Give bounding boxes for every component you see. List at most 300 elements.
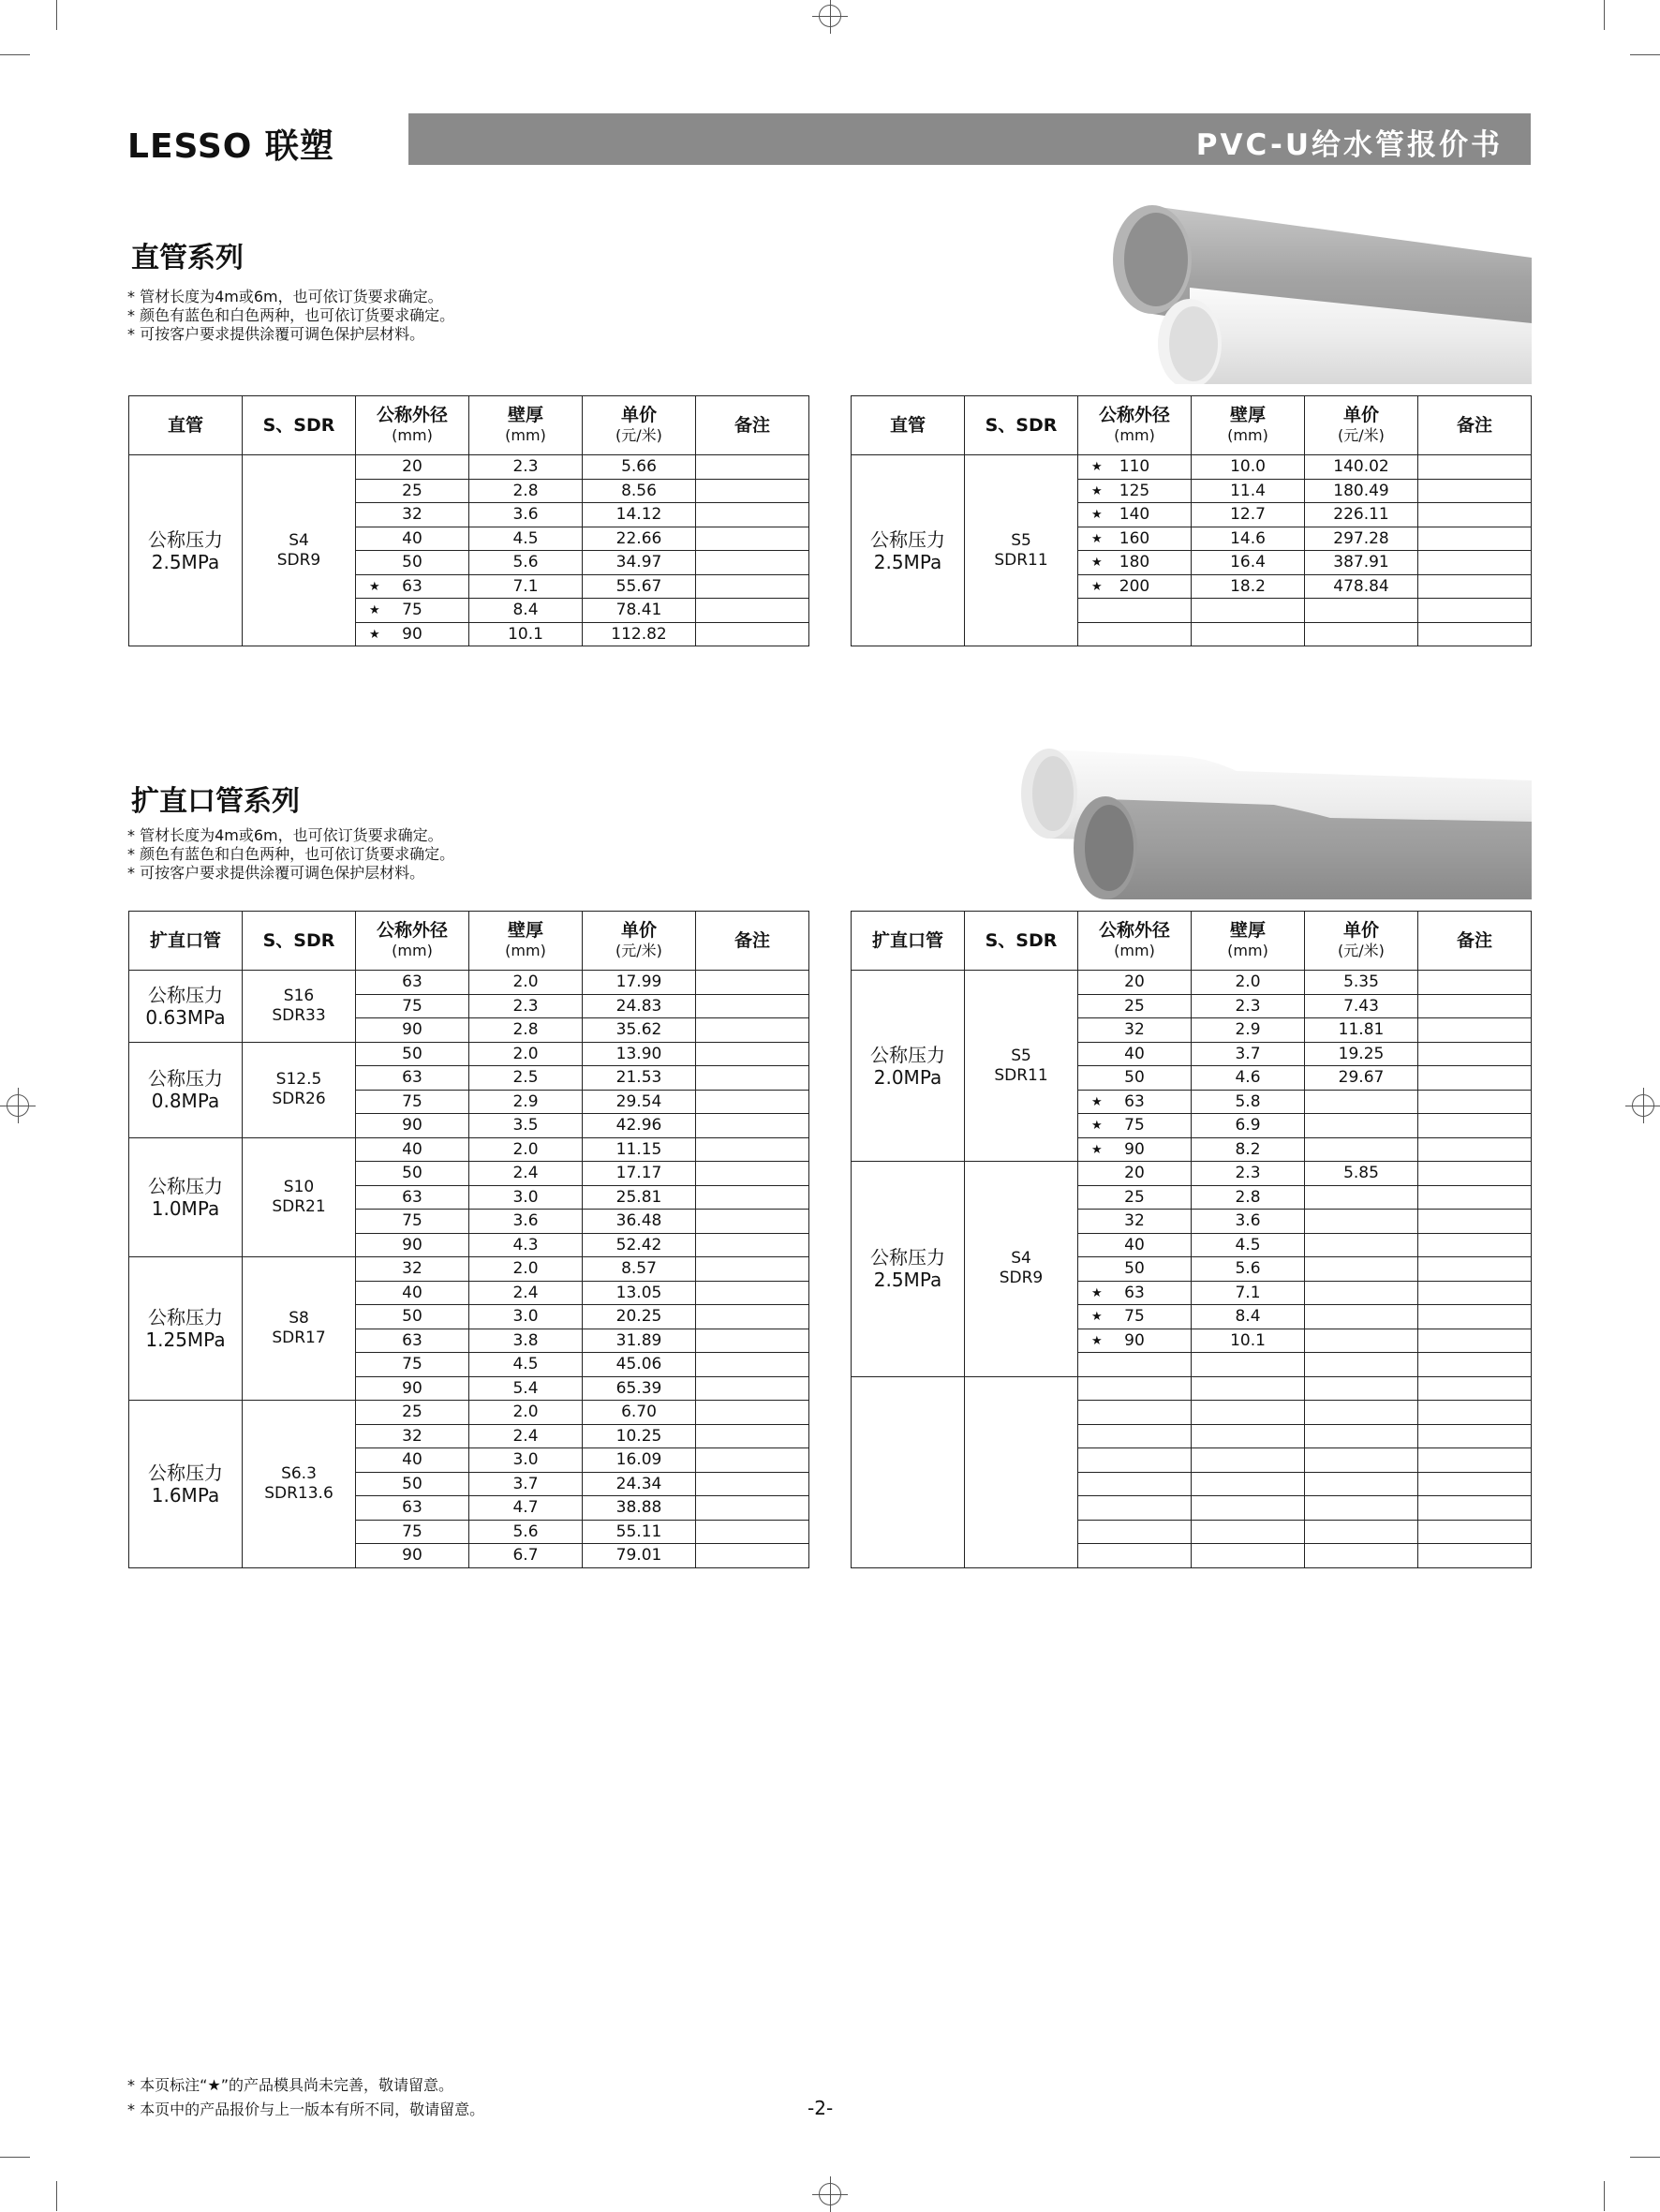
pressure-rating-cell: [852, 971, 965, 1162]
wall-cell: 3.6: [469, 503, 583, 527]
sdr-cell: [243, 1257, 356, 1401]
od-cell: [1078, 622, 1192, 646]
remark-cell: [696, 1066, 809, 1091]
sdr-value: SDR21: [272, 1196, 326, 1216]
od-cell: [1078, 1257, 1192, 1282]
remark-cell: [1418, 1376, 1532, 1401]
od-value: 90: [402, 1378, 422, 1398]
od-value: 63: [402, 972, 422, 992]
od-value: 50: [402, 1474, 422, 1493]
od-cell: [1078, 479, 1192, 503]
od-cell: [1078, 994, 1192, 1018]
col-header-remark: 备注: [696, 912, 809, 971]
price-cell: 19.25: [1305, 1042, 1418, 1066]
price-cell: 13.05: [583, 1281, 696, 1305]
price-cell: 35.62: [583, 1018, 696, 1043]
od-cell: [356, 1090, 469, 1114]
note-line: * 颜色有蓝色和白色两种，也可依订货要求确定。: [127, 845, 455, 863]
wall-cell: [1192, 1376, 1305, 1401]
price-cell: 16.09: [583, 1448, 696, 1473]
od-value: 75: [1124, 1307, 1145, 1327]
brand-logo: LESSO 联塑: [127, 127, 334, 166]
remark-cell: [696, 574, 809, 599]
price-cell: 180.49: [1305, 479, 1418, 503]
remark-cell: [696, 1257, 809, 1282]
od-value: 75: [402, 1522, 422, 1541]
table-row: [129, 971, 809, 995]
od-value: 63: [1124, 1091, 1145, 1111]
remark-cell: [1418, 455, 1532, 480]
sdr-value: SDR11: [994, 550, 1048, 570]
wall-cell: 2.4: [469, 1281, 583, 1305]
od-cell: [1078, 1114, 1192, 1138]
price-cell: [1305, 1210, 1418, 1234]
pressure-label: 公称压力: [148, 1461, 223, 1484]
od-value: 32: [1124, 1211, 1145, 1231]
col-header-remark: 备注: [1418, 396, 1532, 455]
od-cell: [356, 1185, 469, 1210]
wall-cell: 6.7: [469, 1544, 583, 1568]
wall-cell: 5.8: [1192, 1090, 1305, 1114]
wall-cell: 3.7: [1192, 1042, 1305, 1066]
wall-cell: 2.5: [469, 1066, 583, 1091]
remark-cell: [1418, 479, 1532, 503]
wall-cell: 4.5: [1192, 1233, 1305, 1257]
pressure-rating-cell: [852, 1162, 965, 1377]
od-cell: [356, 1472, 469, 1496]
section-notes: [127, 288, 454, 344]
price-cell: [1305, 1496, 1418, 1521]
table-row: [852, 971, 1532, 995]
socket-pipe-table-right: [851, 911, 1532, 1568]
pressure-label: 公称压力: [148, 527, 223, 551]
price-cell: [1305, 1520, 1418, 1544]
remark-cell: [1418, 1329, 1532, 1353]
od-value: 63: [402, 1330, 422, 1350]
s-value: S6.3: [281, 1463, 317, 1483]
od-cell: [356, 1137, 469, 1162]
wall-cell: [1192, 599, 1305, 623]
wall-cell: 11.4: [1192, 479, 1305, 503]
od-cell: [356, 971, 469, 995]
remark-cell: [696, 1185, 809, 1210]
pressure-label: 公称压力: [148, 1174, 223, 1197]
od-value: 25: [402, 1403, 422, 1422]
price-cell: [1305, 1544, 1418, 1568]
star-icon: ★: [1091, 1119, 1103, 1133]
price-cell: 55.11: [583, 1520, 696, 1544]
od-cell: [1078, 1233, 1192, 1257]
od-value: 25: [1124, 1187, 1145, 1207]
remark-cell: [696, 551, 809, 575]
table-row: [129, 1042, 809, 1066]
wall-cell: 3.6: [1192, 1210, 1305, 1234]
section-title-socket-pipe: 扩直口管系列: [131, 785, 300, 818]
price-cell: [1305, 1329, 1418, 1353]
table-row: [129, 1257, 809, 1282]
od-value: 75: [402, 1091, 422, 1111]
price-cell: 78.41: [583, 599, 696, 623]
remark-cell: [696, 622, 809, 646]
table-row: [129, 1137, 809, 1162]
od-cell: [356, 1162, 469, 1186]
price-cell: 112.82: [583, 622, 696, 646]
remark-cell: [1418, 1520, 1532, 1544]
wall-cell: 2.4: [469, 1162, 583, 1186]
star-icon: ★: [1091, 1310, 1103, 1324]
remark-cell: [696, 994, 809, 1018]
od-cell: [356, 1066, 469, 1091]
remark-cell: [696, 527, 809, 551]
star-icon: ★: [1091, 579, 1103, 594]
remark-cell: [1418, 1401, 1532, 1425]
wall-cell: 2.8: [469, 479, 583, 503]
remark-cell: [696, 1401, 809, 1425]
od-cell: [356, 1376, 469, 1401]
star-icon: ★: [369, 579, 380, 594]
price-cell: 14.12: [583, 503, 696, 527]
od-cell: [356, 503, 469, 527]
remark-cell: [1418, 551, 1532, 575]
wall-cell: 2.3: [1192, 994, 1305, 1018]
price-cell: 65.39: [583, 1376, 696, 1401]
page-title: PVC-U给水管报价书: [1195, 128, 1503, 162]
od-value: 63: [402, 1498, 422, 1518]
wall-cell: 3.6: [469, 1210, 583, 1234]
wall-cell: 3.0: [469, 1305, 583, 1329]
note-line: * 可按客户要求提供涂覆可调色保护层材料。: [127, 325, 425, 343]
remark-cell: [696, 599, 809, 623]
price-cell: 36.48: [583, 1210, 696, 1234]
remark-cell: [1418, 1137, 1532, 1162]
remark-cell: [1418, 994, 1532, 1018]
remark-cell: [1418, 1066, 1532, 1091]
price-cell: 31.89: [583, 1329, 696, 1353]
pressure-label: 公称压力: [148, 1306, 223, 1329]
s-value: S4: [1011, 1249, 1031, 1269]
od-cell: [356, 479, 469, 503]
price-cell: [1305, 1233, 1418, 1257]
wall-cell: 4.6: [1192, 1066, 1305, 1091]
wall-cell: 14.6: [1192, 527, 1305, 551]
col-header-type: 直管: [852, 396, 965, 455]
pressure-label: 公称压力: [870, 1043, 945, 1066]
price-cell: 8.56: [583, 479, 696, 503]
od-cell: [1078, 1018, 1192, 1043]
od-value: 50: [402, 1307, 422, 1327]
s-value: S16: [283, 986, 315, 1005]
od-cell: [356, 1329, 469, 1353]
price-cell: [1305, 1401, 1418, 1425]
remark-cell: [696, 1472, 809, 1496]
od-cell: [1078, 1376, 1192, 1401]
wall-cell: [1192, 622, 1305, 646]
wall-cell: 2.3: [469, 455, 583, 480]
pressure-value: 2.5MPa: [873, 1269, 942, 1292]
note-line: * 管材长度为4m或6m，也可依订货要求确定。: [127, 288, 443, 305]
table-row: [129, 1401, 809, 1425]
od-value: 125: [1119, 481, 1150, 500]
remark-cell: [1418, 1185, 1532, 1210]
footer-note: * 本页标注“★”的产品模具尚未完善，敬请留意。: [127, 2076, 454, 2094]
od-cell: [356, 1496, 469, 1521]
od-value: 40: [402, 1139, 422, 1159]
remark-cell: [696, 1233, 809, 1257]
remark-cell: [696, 1305, 809, 1329]
wall-cell: [1192, 1448, 1305, 1473]
price-cell: [1305, 599, 1418, 623]
col-header-price: 单价 (元/米): [583, 396, 696, 455]
price-cell: 11.15: [583, 1137, 696, 1162]
pressure-value: 0.63MPa: [145, 1005, 226, 1029]
od-cell: [356, 455, 469, 480]
price-cell: 478.84: [1305, 574, 1418, 599]
remark-cell: [1418, 599, 1532, 623]
od-value: 63: [1124, 1283, 1145, 1302]
wall-cell: 12.7: [1192, 503, 1305, 527]
od-value: 50: [1124, 1259, 1145, 1279]
od-cell: [356, 1257, 469, 1282]
remark-cell: [696, 1353, 809, 1377]
note-line: * 颜色有蓝色和白色两种，也可依订货要求确定。: [127, 306, 455, 324]
od-cell: [356, 1114, 469, 1138]
table-row: [129, 455, 809, 480]
remark-cell: [696, 1448, 809, 1473]
remark-cell: [696, 1018, 809, 1043]
od-value: 75: [402, 601, 422, 620]
od-value: 90: [402, 1546, 422, 1566]
col-header-type: 直管: [129, 396, 243, 455]
od-cell: [1078, 1424, 1192, 1448]
col-header-wall: 壁厚 (mm): [469, 396, 583, 455]
wall-cell: 3.0: [469, 1185, 583, 1210]
wall-cell: 4.5: [469, 1353, 583, 1377]
col-header-price: 单价 (元/米): [1305, 396, 1418, 455]
od-cell: [1078, 455, 1192, 480]
price-cell: 25.81: [583, 1185, 696, 1210]
od-cell: [356, 1353, 469, 1377]
od-value: 90: [402, 1235, 422, 1254]
remark-cell: [696, 1042, 809, 1066]
col-header-wall: 壁厚 (mm): [1192, 396, 1305, 455]
sdr-cell: [965, 1162, 1078, 1377]
price-cell: 24.83: [583, 994, 696, 1018]
od-cell: [1078, 1544, 1192, 1568]
price-cell: [1305, 1090, 1418, 1114]
section-title-straight-pipe: 直管系列: [131, 242, 244, 275]
wall-cell: [1192, 1544, 1305, 1568]
table-row: [852, 455, 1532, 480]
wall-cell: 10.0: [1192, 455, 1305, 480]
wall-cell: 5.6: [1192, 1257, 1305, 1282]
sdr-value: SDR11: [994, 1065, 1048, 1085]
wall-cell: 5.6: [469, 1520, 583, 1544]
od-value: 90: [402, 1116, 422, 1136]
price-cell: 8.57: [583, 1257, 696, 1282]
price-cell: [1305, 1114, 1418, 1138]
price-cell: 387.91: [1305, 551, 1418, 575]
remark-cell: [696, 1329, 809, 1353]
price-cell: [1305, 1353, 1418, 1377]
pressure-rating-cell: [129, 1137, 243, 1257]
wall-cell: 2.0: [469, 1257, 583, 1282]
footer-notes: [127, 2073, 484, 2122]
socket-pipe-table-left: [128, 911, 809, 1568]
od-value: 50: [402, 1044, 422, 1063]
col-header-sdr: S、SDR: [965, 912, 1078, 971]
price-cell: 42.96: [583, 1114, 696, 1138]
od-cell: [1078, 1496, 1192, 1521]
od-value: 75: [402, 996, 422, 1016]
pressure-rating-cell: [129, 1257, 243, 1401]
od-value: 32: [402, 1426, 422, 1446]
s-value: S5: [1011, 530, 1031, 550]
pressure-value: 2.0MPa: [873, 1065, 942, 1089]
od-value: 63: [402, 1068, 422, 1088]
price-cell: 24.34: [583, 1472, 696, 1496]
wall-cell: 2.3: [469, 994, 583, 1018]
price-cell: 7.43: [1305, 994, 1418, 1018]
remark-cell: [696, 1281, 809, 1305]
od-value: 25: [402, 481, 422, 500]
col-header-sdr: S、SDR: [243, 396, 356, 455]
wall-cell: 2.0: [469, 971, 583, 995]
pressure-label: 公称压力: [870, 1246, 945, 1269]
od-value: 160: [1119, 528, 1150, 548]
od-value: 32: [402, 1259, 422, 1279]
col-header-sdr: S、SDR: [965, 396, 1078, 455]
od-cell: [1078, 1472, 1192, 1496]
od-cell: [356, 1448, 469, 1473]
col-header-wall: 壁厚 (mm): [1192, 912, 1305, 971]
price-cell: 5.85: [1305, 1162, 1418, 1186]
footer-note: * 本页中的产品报价与上一版本有所不同，敬请留意。: [127, 2101, 485, 2118]
col-header-type: 扩直口管: [129, 912, 243, 971]
od-cell: [356, 1210, 469, 1234]
col-header-type: 扩直口管: [852, 912, 965, 971]
wall-cell: [1192, 1472, 1305, 1496]
od-value: 50: [1124, 1068, 1145, 1088]
sdr-value: SDR9: [276, 550, 321, 570]
pressure-value: 1.0MPa: [151, 1196, 220, 1220]
wall-cell: 16.4: [1192, 551, 1305, 575]
od-cell: [1078, 1042, 1192, 1066]
sdr-cell: [965, 971, 1078, 1162]
pressure-rating-cell: [129, 1042, 243, 1137]
wall-cell: [1192, 1353, 1305, 1377]
remark-cell: [696, 1162, 809, 1186]
remark-cell: [1418, 1042, 1532, 1066]
remark-cell: [1418, 574, 1532, 599]
od-value: 63: [402, 1187, 422, 1207]
price-cell: 21.53: [583, 1066, 696, 1091]
od-cell: [356, 622, 469, 646]
price-cell: [1305, 1281, 1418, 1305]
price-cell: 45.06: [583, 1353, 696, 1377]
wall-cell: 2.9: [1192, 1018, 1305, 1043]
col-header-remark: 备注: [1418, 912, 1532, 971]
price-cell: [1305, 1137, 1418, 1162]
wall-cell: 8.2: [1192, 1137, 1305, 1162]
sdr-value: SDR13.6: [264, 1483, 333, 1503]
remark-cell: [1418, 527, 1532, 551]
sdr-cell: [243, 1137, 356, 1257]
star-icon: ★: [1091, 483, 1103, 498]
od-cell: [1078, 971, 1192, 995]
pressure-value: 2.5MPa: [151, 550, 220, 573]
od-cell: [1078, 1329, 1192, 1353]
od-cell: [356, 994, 469, 1018]
od-cell: [1078, 1401, 1192, 1425]
od-cell: [356, 1018, 469, 1043]
price-cell: [1305, 1424, 1418, 1448]
od-cell: [1078, 1185, 1192, 1210]
od-value: 90: [402, 624, 422, 644]
od-cell: [356, 1233, 469, 1257]
od-cell: [1078, 1162, 1192, 1186]
price-cell: [1305, 1376, 1418, 1401]
od-value: 50: [402, 1164, 422, 1183]
s-value: S8: [289, 1309, 309, 1328]
od-cell: [1078, 1353, 1192, 1377]
wall-cell: 2.8: [1192, 1185, 1305, 1210]
od-value: 90: [402, 1020, 422, 1040]
remark-cell: [1418, 1114, 1532, 1138]
pressure-value: 1.6MPa: [151, 1483, 220, 1507]
od-cell: [356, 1305, 469, 1329]
od-cell: [356, 1401, 469, 1425]
remark-cell: [696, 1520, 809, 1544]
wall-cell: 6.9: [1192, 1114, 1305, 1138]
od-value: 40: [1124, 1235, 1145, 1254]
wall-cell: 10.1: [469, 622, 583, 646]
col-header-wall: 壁厚 (mm): [469, 912, 583, 971]
remark-cell: [1418, 1281, 1532, 1305]
od-cell: [1078, 551, 1192, 575]
wall-cell: 4.5: [469, 527, 583, 551]
od-cell: [1078, 1305, 1192, 1329]
note-line: * 可按客户要求提供涂覆可调色保护层材料。: [127, 864, 425, 882]
od-cell: [1078, 1520, 1192, 1544]
wall-cell: 2.0: [469, 1401, 583, 1425]
wall-cell: [1192, 1424, 1305, 1448]
wall-cell: 2.8: [469, 1018, 583, 1043]
price-cell: 52.42: [583, 1233, 696, 1257]
remark-cell: [1418, 622, 1532, 646]
pressure-rating-cell: [129, 1401, 243, 1568]
note-line: * 管材长度为4m或6m，也可依订货要求确定。: [127, 826, 443, 844]
od-value: 140: [1119, 505, 1150, 525]
od-cell: [1078, 1090, 1192, 1114]
od-value: 63: [402, 576, 422, 596]
price-cell: 5.66: [583, 455, 696, 480]
s-value: S5: [1011, 1046, 1031, 1065]
price-cell: [1305, 1448, 1418, 1473]
sdr-cell: [965, 455, 1078, 646]
remark-cell: [696, 971, 809, 995]
price-cell: 79.01: [583, 1544, 696, 1568]
price-cell: 38.88: [583, 1496, 696, 1521]
straight-pipe-table-right: [851, 395, 1532, 646]
wall-cell: 8.4: [1192, 1305, 1305, 1329]
price-cell: [1305, 622, 1418, 646]
wall-cell: 2.0: [469, 1137, 583, 1162]
od-cell: [356, 599, 469, 623]
od-value: 50: [402, 553, 422, 572]
wall-cell: 2.3: [1192, 1162, 1305, 1186]
wall-cell: 18.2: [1192, 574, 1305, 599]
wall-cell: 2.9: [469, 1090, 583, 1114]
